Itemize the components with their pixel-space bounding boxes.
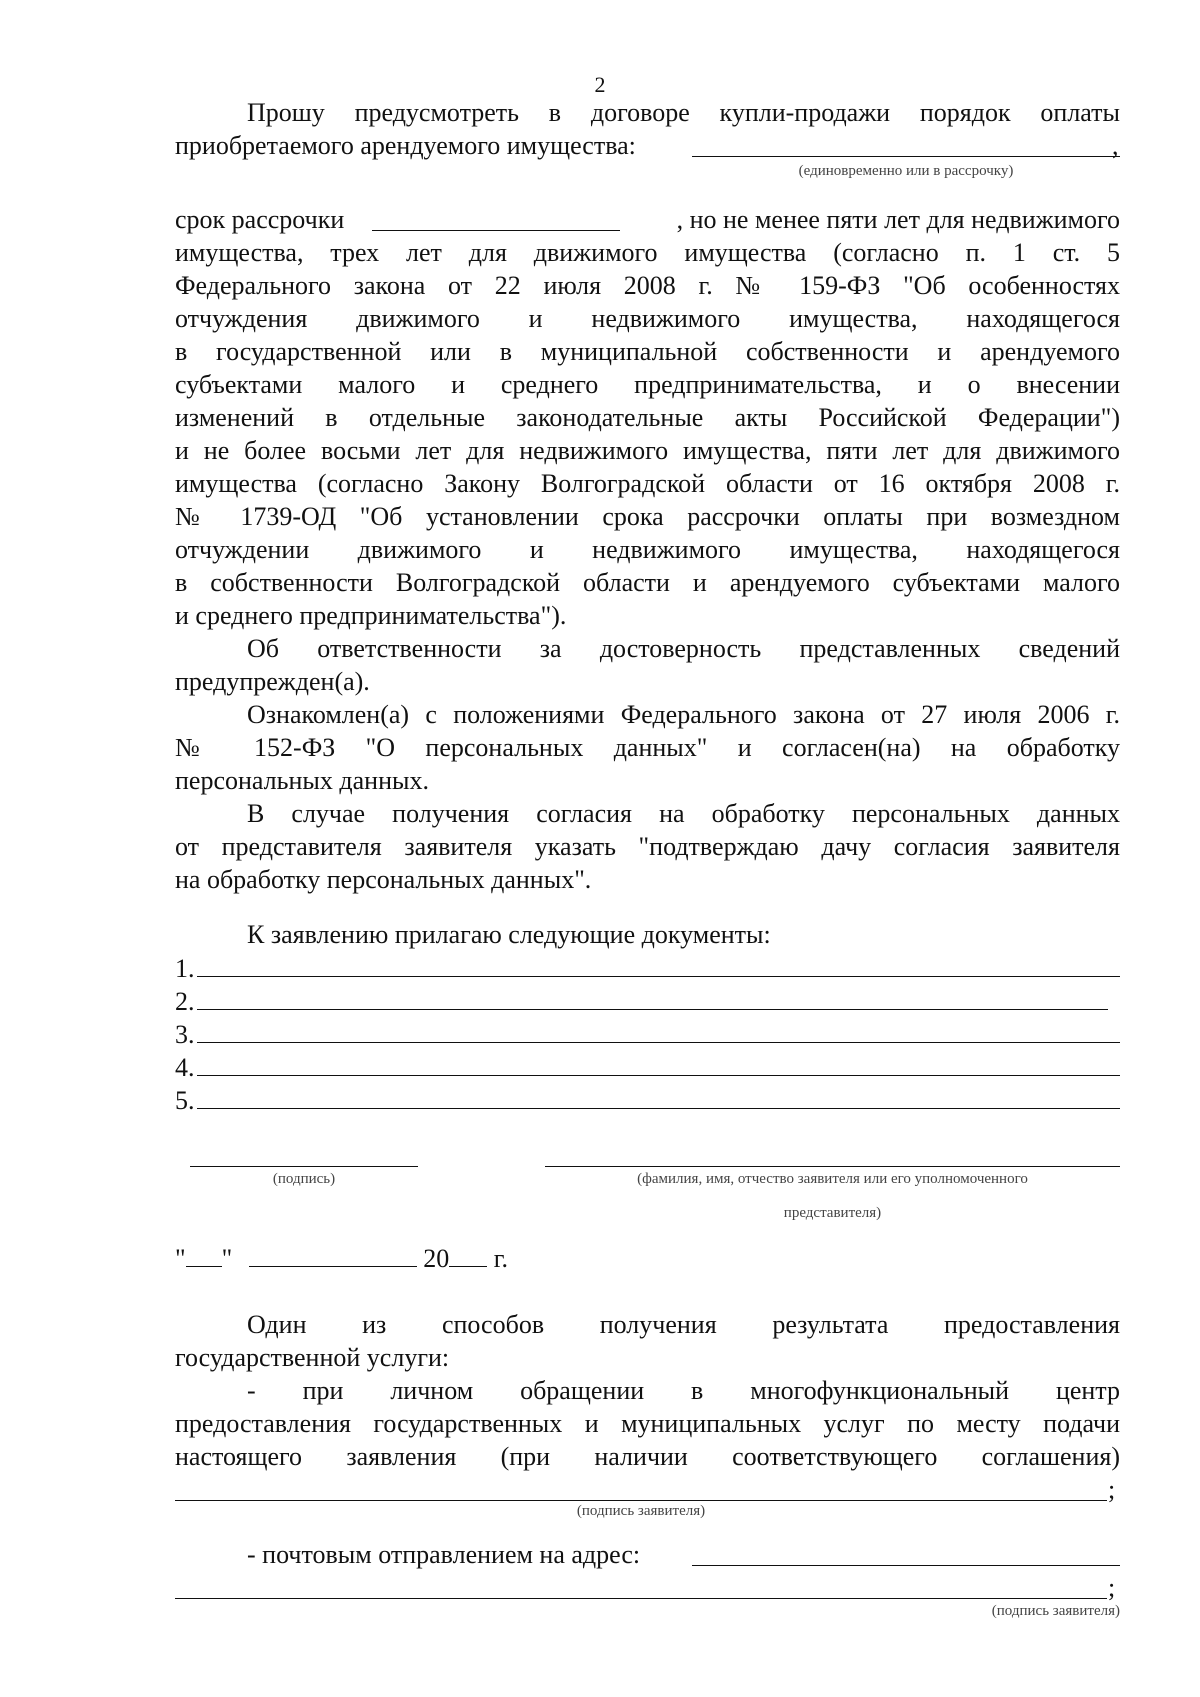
consent-line-3: на обработку персональных данных". (175, 865, 592, 894)
applicant-name-caption-1: (фамилия, имя, отчество заявителя или его уполномоченного (637, 1171, 1028, 1187)
installment-line-8: и не более восьми лет для недвижимого имущества, пяти лет для движимого (175, 436, 1120, 465)
payment-order-comma: , (1112, 131, 1119, 160)
responsibility-line-2: предупрежден(а). (175, 667, 370, 696)
attachment-field-5[interactable] (197, 1108, 1120, 1109)
date-day-field[interactable] (186, 1244, 222, 1267)
attachments-heading: К заявлению прилагаю следующие документы: (247, 920, 771, 949)
date-month-field[interactable] (249, 1244, 417, 1267)
payment-method-field[interactable] (692, 156, 1120, 157)
attachment-field-2[interactable] (197, 1009, 1108, 1010)
payment-order-label: приобретаемого арендуемого имущества: (175, 131, 636, 160)
attachment-number: 4. (175, 1053, 195, 1082)
attachment-field-3[interactable] (197, 1042, 1120, 1043)
attachment-item-5 (175, 1084, 1120, 1117)
attachment-item-1 (175, 952, 1120, 985)
installment-line-2: имущества, трех лет для движимого имущества (согласно п. 1 ст. 5 (175, 238, 1120, 267)
result-line-1: Один из способов получения результата предоставления (247, 1310, 1120, 1339)
personal-data-line-2: № 152-ФЗ "О персональных данных" и согласен(на) на обработку (175, 733, 1120, 762)
payment-order-line-1: Прошу предусмотреть в договоре купли-продажи порядок оплаты (247, 98, 1120, 127)
result-option-1-signature-field[interactable] (175, 1500, 1107, 1501)
date-quote-open: " (175, 1244, 186, 1273)
consent-line-1: В случае получения согласия на обработку персональных данных (247, 799, 1120, 828)
attachment-item-2 (175, 985, 1120, 1018)
installment-term-field[interactable] (372, 230, 620, 231)
installment-line-5: в государственной или в муниципальной собственности и арендуемого (175, 337, 1120, 366)
installment-line-9: имущества (согласно Закону Волгоградской области от 16 октября 2008 г. (175, 469, 1120, 498)
result-option-2-caption: (подпись заявителя) (991, 1603, 1120, 1619)
result-option-1-caption: (подпись заявителя) (576, 1503, 706, 1519)
installment-line-12: в собственности Волгоградской области и арендуемого субъектами малого (175, 568, 1120, 597)
installment-label: срок рассрочки (175, 205, 345, 234)
date-quote-close: " (221, 1244, 233, 1273)
result-option-1-line-2: предоставления государственных и муниципальных услуг по месту подачи (175, 1409, 1120, 1438)
attachment-number: 5. (175, 1086, 195, 1115)
payment-order-line-2 (175, 129, 1120, 162)
date-year-suffix: г. (493, 1244, 508, 1273)
applicant-name-field[interactable] (545, 1166, 1120, 1167)
personal-data-line-3: персональных данных. (175, 766, 429, 795)
signature-field[interactable] (190, 1166, 418, 1167)
result-option-2-semicolon: ; (1108, 1573, 1116, 1602)
postal-address-label: - почтовым отправлением на адрес: (247, 1540, 641, 1569)
installment-line-3: Федерального закона от 22 июля 2008 г. № 159-ФЗ "Об особенностях (175, 271, 1120, 300)
installment-line-13: и среднего предпринимательства"). (175, 601, 567, 630)
installment-line-11: отчуждении движимого и недвижимого имущества, находящегося (175, 535, 1120, 564)
signature-caption: (подпись) (272, 1171, 336, 1187)
installment-line-6: субъектами малого и среднего предпринимательства, и о внесении (175, 370, 1120, 399)
result-line-2: государственной услуги: (175, 1343, 450, 1372)
applicant-name-caption-2: представителя) (783, 1205, 882, 1221)
personal-data-line-1: Ознакомлен(а) с положениями Федерального закона от 27 июля 2006 г. (247, 700, 1120, 729)
installment-line-7: изменений в отдельные законодательные акты Российской Федерации") (175, 403, 1120, 432)
result-option-1-line-1: - при личном обращении в многофункциональный центр (247, 1376, 1120, 1405)
result-option-2-line-1 (175, 1538, 1120, 1571)
page-number: 2 (594, 72, 606, 97)
result-option-1-line-3: настоящего заявления (при наличии соответствующего соглашения) (175, 1442, 1120, 1471)
postal-address-field-2[interactable] (175, 1598, 1107, 1599)
attachment-item-3 (175, 1018, 1120, 1051)
result-option-1-semicolon: ; (1108, 1475, 1116, 1504)
attachment-number: 3. (175, 1020, 195, 1049)
attachment-field-4[interactable] (197, 1075, 1120, 1076)
attachment-number: 2. (175, 987, 195, 1016)
attachment-number: 1. (175, 954, 195, 983)
installment-line-1-end: , но не менее пяти лет для недвижимого (676, 205, 1120, 234)
installment-line-4: отчуждения движимого и недвижимого имущества, находящегося (175, 304, 1120, 333)
consent-line-2: от представителя заявителя указать "подтверждаю дачу согласия заявителя (175, 832, 1120, 861)
attachment-item-4 (175, 1051, 1120, 1084)
date-line (175, 1242, 1120, 1275)
installment-line-10: № 1739-ОД "Об установлении срока рассрочки оплаты при возмездном (175, 502, 1120, 531)
payment-method-caption: (единовременно или в рассрочку) (798, 163, 1014, 179)
postal-address-field[interactable] (692, 1565, 1120, 1566)
date-year-field[interactable] (449, 1244, 487, 1267)
date-year-prefix: 20 (423, 1244, 450, 1273)
responsibility-line-1: Об ответственности за достоверность представленных сведений (247, 634, 1120, 663)
attachment-field-1[interactable] (197, 976, 1120, 977)
